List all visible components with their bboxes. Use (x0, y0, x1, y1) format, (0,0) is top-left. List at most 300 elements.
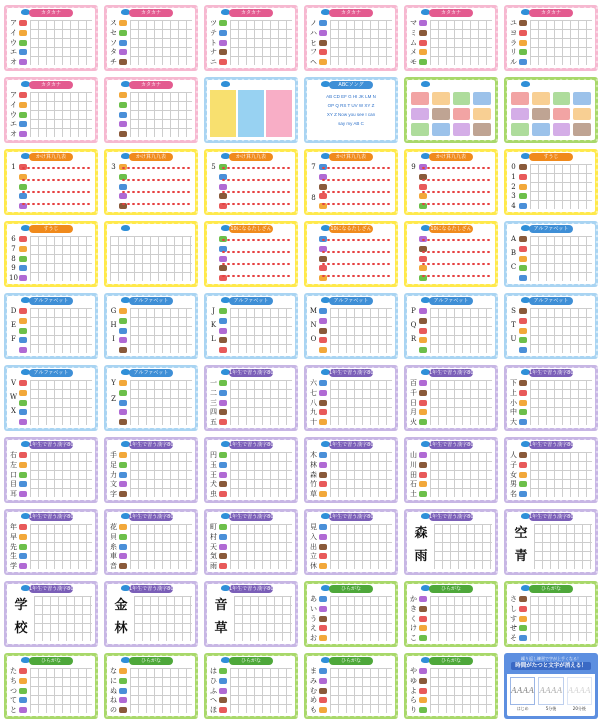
counting-dots (321, 202, 391, 206)
worksheet-title: かけ算九九表 (329, 153, 373, 161)
worksheet-thumbnail-38[interactable] (104, 437, 198, 503)
counting-dots (321, 238, 391, 242)
worksheet-thumbnail-21[interactable] (204, 221, 298, 287)
illustration-icon (319, 328, 327, 334)
picture-column (119, 92, 128, 137)
worksheet-thumbnail-18[interactable] (504, 149, 598, 215)
illustration-icon (519, 20, 527, 26)
worksheet-title: 10になるたしざん (330, 226, 372, 232)
practice-character: B (510, 248, 517, 257)
tracing-grid (30, 380, 92, 425)
worksheet-title: 1年生で習う漢字80文字 (529, 370, 584, 376)
practice-character: 小 (510, 398, 517, 407)
illustration-icon (19, 472, 27, 478)
illustration-icon (119, 49, 127, 55)
worksheet-thumbnail-25[interactable] (4, 293, 98, 359)
worksheet-title: アルファベット (429, 297, 473, 305)
worksheet-thumbnail-11[interactable] (404, 77, 498, 143)
illustration-icon (19, 265, 27, 271)
character-column (409, 163, 418, 210)
illustration-icon (219, 678, 227, 684)
picture-column (419, 380, 428, 425)
practice-character: ま (310, 667, 317, 675)
worksheet-thumbnail-10[interactable] (304, 77, 398, 143)
worksheet-thumbnail-46[interactable] (304, 509, 398, 575)
practice-character: ひ (210, 676, 217, 685)
picture-card (432, 92, 450, 105)
practice-character: オ (10, 58, 17, 66)
worksheet-thumbnail-48[interactable] (504, 509, 598, 575)
practice-character: H (110, 320, 117, 329)
practice-character: 村 (210, 532, 217, 541)
practice-character: ち (10, 676, 17, 685)
practice-character: A (510, 235, 517, 243)
worksheet-thumbnail-60[interactable] (504, 653, 598, 719)
counting-dots (321, 274, 391, 278)
illustration-icon (519, 318, 527, 324)
worksheet-title: アルファベット (129, 297, 173, 305)
worksheet-thumbnail-8[interactable] (104, 77, 198, 143)
character-column (209, 667, 218, 714)
tracing-grid (430, 308, 492, 353)
worksheet-thumbnail-41[interactable] (404, 437, 498, 503)
worksheet-thumbnail-27[interactable] (204, 293, 298, 359)
worksheet-thumbnail-32[interactable] (104, 365, 198, 431)
practice-character: め (310, 696, 317, 705)
tracing-grid (130, 524, 192, 569)
tracing-grid (34, 596, 92, 641)
illustration-icon (319, 20, 327, 26)
worksheet-title: ひらがな (429, 585, 473, 593)
worksheet-thumbnail-7[interactable] (4, 77, 98, 143)
character-column (409, 235, 418, 282)
illustration-icon (519, 328, 527, 334)
practice-character: ト (210, 38, 217, 47)
tracing-grid (434, 524, 492, 569)
worksheet-paper (407, 512, 495, 572)
worksheet-thumbnail-49[interactable] (4, 581, 98, 647)
worksheet-paper (307, 224, 395, 284)
worksheet-thumbnail-42[interactable] (504, 437, 598, 503)
practice-character: 虫 (210, 490, 217, 498)
practice-character: J (212, 307, 215, 315)
worksheet-thumbnail-12[interactable] (504, 77, 598, 143)
counting-dots (121, 202, 191, 206)
practice-character: 円 (210, 451, 217, 459)
illustration-icon (519, 184, 527, 190)
counting-dots (321, 262, 391, 266)
worksheet-paper (207, 80, 295, 140)
tracing-grid (230, 20, 292, 65)
practice-character: 一 (210, 379, 217, 387)
illustration-icon (519, 347, 527, 353)
abc-song-line: AB CD EF G HI JK LM N (326, 94, 376, 99)
character-column (109, 523, 118, 570)
picture-column (19, 20, 28, 65)
practice-character: 人 (510, 451, 517, 459)
counting-dots (421, 190, 491, 194)
practice-character: 男 (510, 480, 517, 489)
practice-character: D (10, 307, 17, 315)
worksheet-thumbnail-34[interactable] (304, 365, 398, 431)
practice-character: T (511, 320, 516, 329)
practice-character: 5 (211, 163, 216, 171)
tracing-grid (230, 452, 292, 497)
practice-character: 3 (511, 192, 516, 201)
illustration-icon (219, 184, 227, 190)
picture-column (219, 308, 228, 353)
worksheet-thumbnail-40[interactable] (304, 437, 398, 503)
worksheet-title: かけ算九九表 (429, 153, 473, 161)
practice-character: 9 (11, 264, 16, 273)
worksheet-thumbnail-6[interactable] (504, 5, 598, 71)
practice-character: 下 (510, 379, 517, 387)
worksheet-thumbnail-33[interactable] (204, 365, 298, 431)
practice-character: 足 (110, 460, 117, 469)
practice-character: 4 (511, 202, 516, 210)
worksheet-paper (507, 80, 595, 140)
worksheet-title: 10になるたしざん (430, 226, 472, 232)
character-column (109, 307, 118, 354)
worksheet-thumbnail-23[interactable] (404, 221, 498, 287)
worksheet-thumbnail-9[interactable] (204, 77, 298, 143)
practice-character: 耳 (10, 490, 17, 498)
worksheet-paper (207, 656, 295, 716)
practice-character: 中 (510, 408, 517, 417)
practice-character: ア (10, 19, 17, 27)
character-column (309, 19, 318, 66)
illustration-icon (519, 174, 527, 180)
practice-character: ツ (210, 19, 217, 27)
practice-character: 糸 (110, 542, 117, 551)
illustration-icon (19, 553, 27, 559)
picture-column (519, 596, 528, 641)
picture-card (453, 123, 471, 136)
practice-character: 土 (410, 490, 417, 498)
worksheet-title: 1年生で習う漢字80文字 (429, 370, 484, 376)
illustration-icon (119, 534, 127, 540)
practice-character: 見 (310, 523, 317, 531)
counting-dots (221, 250, 291, 254)
counting-dots (421, 166, 491, 170)
picture-column (519, 380, 528, 425)
character-column (209, 523, 218, 570)
illustration-icon (319, 606, 327, 612)
worksheet-paper (407, 80, 495, 140)
tracing-grid (134, 596, 192, 641)
worksheet-thumbnail-58[interactable] (304, 653, 398, 719)
counting-dots (21, 202, 91, 206)
illustration-icon (119, 491, 127, 497)
picture-column (119, 380, 128, 425)
illustration-icon (219, 452, 227, 458)
picture-column (219, 524, 228, 569)
worksheet-title: カタカナ (529, 9, 573, 17)
practice-character: 六 (310, 379, 317, 387)
character-column (209, 307, 218, 354)
illustration-icon (19, 318, 27, 324)
illustration-icon (319, 265, 327, 271)
counting-dots (421, 274, 491, 278)
practice-character: オ (10, 130, 17, 138)
practice-character: 月 (410, 408, 417, 417)
illustration-icon (519, 390, 527, 396)
tracing-grid (530, 308, 592, 353)
illustration-icon (319, 472, 327, 478)
practice-character: 出 (310, 542, 317, 551)
picture-card (511, 123, 529, 136)
practice-character: イ (10, 28, 17, 37)
picture-column (19, 452, 28, 497)
worksheet-thumbnail-2[interactable] (104, 5, 198, 71)
worksheet-thumbnail-16[interactable] (304, 149, 398, 215)
practice-character: ニ (210, 58, 217, 66)
practice-character: チ (110, 58, 117, 66)
worksheet-title: アルファベット (229, 297, 273, 305)
picture-card (573, 108, 591, 121)
worksheet-paper (507, 512, 595, 572)
picture-card (432, 108, 450, 121)
worksheet-thumbnail-47[interactable] (404, 509, 498, 575)
worksheet-thumbnail-39[interactable] (204, 437, 298, 503)
illustration-icon (419, 596, 427, 602)
practice-character: し (510, 604, 517, 613)
counting-dots (321, 250, 391, 254)
worksheet-paper (207, 152, 295, 212)
tracing-grid (234, 596, 292, 641)
picture-column (119, 524, 128, 569)
worksheet-thumbnail-51[interactable] (204, 581, 298, 647)
practice-character: 右 (10, 451, 17, 459)
worksheet-thumbnail-14[interactable] (104, 149, 198, 215)
practice-character: X (11, 406, 16, 415)
illustration-icon (519, 49, 527, 55)
worksheet-thumbnail-54[interactable] (504, 581, 598, 647)
worksheet-paper (107, 440, 195, 500)
illustration-icon (419, 678, 427, 684)
worksheet-thumbnail-37[interactable] (4, 437, 98, 503)
illustration-icon (519, 419, 527, 425)
worksheet-thumbnail-3[interactable] (204, 5, 298, 71)
practice-character: 木 (310, 451, 317, 459)
worksheet-thumbnail-44[interactable] (104, 509, 198, 575)
illustration-icon (219, 544, 227, 550)
worksheet-title: アルファベット (29, 297, 73, 305)
illustration-icon (219, 491, 227, 497)
worksheet-paper (307, 512, 395, 572)
illustration-icon (519, 380, 527, 386)
character-column (509, 379, 518, 426)
worksheet-thumbnail-17[interactable] (404, 149, 498, 215)
illustration-icon (119, 20, 127, 26)
worksheet-thumbnail-22[interactable] (304, 221, 398, 287)
practice-character: よ (410, 686, 417, 695)
practice-character: 山 (410, 451, 417, 459)
worksheet-thumbnail-45[interactable] (204, 509, 298, 575)
illustration-icon (519, 596, 527, 602)
illustration-icon (419, 20, 427, 26)
illustration-icon (419, 452, 427, 458)
character-column (309, 523, 318, 570)
illustration-icon (19, 534, 27, 540)
picture-column (119, 668, 128, 713)
worksheet-thumbnail-36[interactable] (504, 365, 598, 431)
practice-character: 1 (511, 172, 516, 181)
whale-icon (521, 81, 530, 87)
worksheet-thumbnail-30[interactable] (504, 293, 598, 359)
worksheet-thumbnail-15[interactable] (204, 149, 298, 215)
illustration-icon (319, 419, 327, 425)
worksheet-thumbnail-4[interactable] (304, 5, 398, 71)
practice-character: せ (510, 624, 517, 633)
illustration-icon (219, 308, 227, 314)
character-column (9, 451, 18, 498)
character-column (209, 235, 218, 282)
character-column (209, 163, 218, 210)
practice-character: ラ (510, 38, 517, 47)
character-column (509, 19, 518, 66)
illustration-icon (419, 184, 427, 190)
illustration-icon (119, 524, 127, 530)
tracing-grid (530, 596, 592, 641)
tracing-grid (30, 92, 92, 137)
practice-character: 文 (110, 480, 117, 489)
illustration-icon (119, 337, 127, 343)
worksheet-title: カタカナ (129, 81, 173, 89)
worksheet-thumbnail-19[interactable] (4, 221, 98, 287)
counting-dots (121, 178, 191, 182)
illustration-icon (119, 472, 127, 478)
tracing-grid (330, 524, 392, 569)
tracing-grid (530, 236, 592, 281)
large-kanji: 音 (214, 597, 228, 613)
promo-label: はじめ (516, 706, 529, 711)
picture-card (411, 123, 429, 136)
practice-character: ゆ (410, 676, 417, 685)
illustration-icon (119, 380, 127, 386)
worksheet-paper (307, 296, 395, 356)
illustration-icon (119, 707, 127, 713)
worksheet-title: 1年生で習う漢字80文字 (29, 514, 84, 520)
illustration-icon (119, 544, 127, 550)
worksheet-title: アルファベット (129, 369, 173, 377)
illustration-icon (419, 390, 427, 396)
illustration-icon (19, 678, 27, 684)
worksheet-paper (507, 440, 595, 500)
worksheet-thumbnail-13[interactable] (4, 149, 98, 215)
worksheet-thumbnail-31[interactable] (4, 365, 98, 431)
illustration-icon (419, 265, 427, 271)
picture-card (432, 123, 450, 136)
tracing-grid (330, 20, 392, 65)
illustration-icon (419, 328, 427, 334)
illustration-icon (19, 236, 27, 242)
worksheet-paper (207, 368, 295, 428)
illustration-icon (519, 246, 527, 252)
practice-character: 子 (510, 460, 517, 469)
illustration-icon (319, 318, 327, 324)
illustration-icon (319, 688, 327, 694)
tracing-grid (30, 308, 92, 353)
worksheet-thumbnail-56[interactable] (104, 653, 198, 719)
illustration-icon (419, 337, 427, 343)
practice-character: 名 (510, 490, 517, 498)
illustration-icon (519, 606, 527, 612)
picture-column (319, 380, 328, 425)
character-column (109, 163, 118, 210)
worksheet-thumbnail-43[interactable] (4, 509, 98, 575)
practice-character: 手 (110, 451, 117, 459)
worksheet-thumbnail-24[interactable] (504, 221, 598, 287)
illustration-icon (219, 409, 227, 415)
practice-character: 字 (110, 490, 117, 498)
worksheet-thumbnail-55[interactable] (4, 653, 98, 719)
illustration-icon (19, 59, 27, 65)
illustration-icon (19, 491, 27, 497)
practice-character: メ (410, 48, 417, 57)
worksheet-thumbnail-57[interactable] (204, 653, 298, 719)
worksheet-thumbnail-1[interactable] (4, 5, 98, 71)
counting-dots (21, 178, 91, 182)
worksheet-thumbnail-29[interactable] (404, 293, 498, 359)
worksheet-title: 1年生で習う漢字80文字 (229, 586, 284, 592)
worksheet-thumbnail-35[interactable] (404, 365, 498, 431)
illustration-icon (119, 308, 127, 314)
illustration-icon (519, 275, 527, 281)
worksheet-thumbnail-52[interactable] (304, 581, 398, 647)
practice-character: こ (410, 634, 417, 642)
practice-character: 九 (310, 408, 317, 417)
worksheet-thumbnail-53[interactable] (404, 581, 498, 647)
picture-card (453, 92, 471, 105)
illustration-icon (119, 462, 127, 468)
practice-character: 森 (310, 470, 317, 479)
worksheet-thumbnail-20[interactable] (104, 221, 198, 287)
practice-character: お (310, 634, 317, 642)
worksheet-paper (307, 656, 395, 716)
worksheet-title: 1年生で習う漢字80文字 (229, 514, 284, 520)
character-column (9, 379, 18, 426)
picture-column (119, 452, 128, 497)
practice-character: 7 (311, 163, 316, 171)
worksheet-thumbnail-59[interactable] (404, 653, 498, 719)
tracing-grid (430, 20, 492, 65)
practice-character: S (511, 307, 516, 315)
worksheet-thumbnail-26[interactable] (104, 293, 198, 359)
practice-character: 左 (10, 460, 17, 469)
worksheet-title: カタカナ (29, 81, 73, 89)
practice-character: リ (510, 48, 517, 57)
picture-card (411, 92, 429, 105)
practice-character: 八 (310, 398, 317, 407)
illustration-icon (419, 256, 427, 262)
practice-character: 7 (11, 244, 16, 253)
counting-dots (321, 166, 391, 170)
illustration-icon (19, 409, 27, 415)
illustration-icon (219, 481, 227, 487)
practice-character: 8 (11, 254, 16, 263)
worksheet-thumbnail-5[interactable] (404, 5, 498, 71)
tracing-grid (330, 452, 392, 497)
worksheet-thumbnail-50[interactable] (104, 581, 198, 647)
practice-character: ね (110, 696, 117, 705)
practice-character: ソ (110, 38, 117, 47)
worksheet-thumbnail-28[interactable] (304, 293, 398, 359)
illustration-icon (119, 419, 127, 425)
illustration-icon (219, 563, 227, 569)
character-column (409, 307, 418, 354)
practice-character: 9 (411, 163, 416, 171)
